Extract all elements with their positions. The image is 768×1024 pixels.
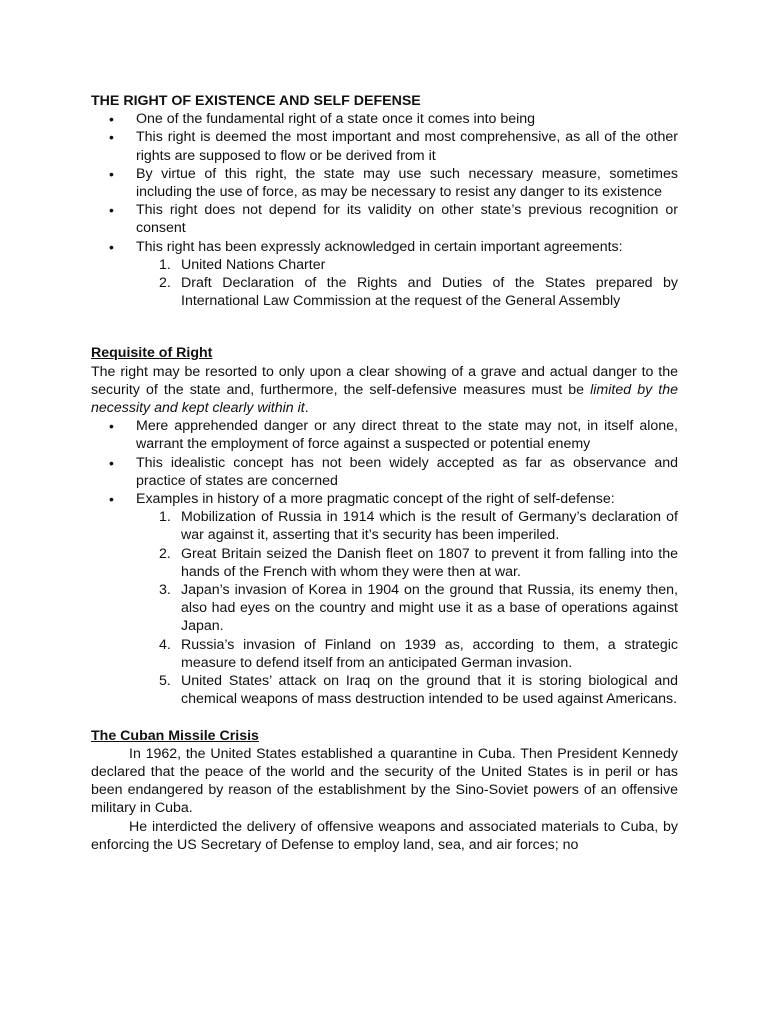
list-item: • By virtue of this right, the state may use such necessary measure, sometimes including the use of force, as may be necessary to resist any danger to its existence — [136, 165, 678, 201]
intro-text: The right may be resorted to only upon a clear showing of a grave and actual danger to the security of the state and, furthermore, the self-defensive measures must be — [91, 363, 678, 398]
item-number: 3. — [159, 582, 171, 599]
numbered-item — [159, 256, 678, 274]
item-text: Russia’s invasion of Finland on 1939 as, according to them, a strategic measure to defend itself from an anticipated German invasion. — [181, 636, 678, 671]
numbered-item — [159, 581, 678, 636]
list-item — [136, 238, 678, 311]
numbered-item — [159, 274, 678, 310]
item-number: 2. — [159, 545, 171, 562]
numbered-item — [159, 636, 678, 672]
list-item: • Mere apprehended danger or any direct threat to the state may not, in itself alone, warrant the employment of force against a suspected or potential enemy — [136, 417, 678, 453]
intro-emphasis: limited by the necessity and kept clearly within it — [91, 381, 679, 417]
item-number: 1. — [159, 509, 171, 526]
list-item-text: Examples in history of a more pragmatic concept of the right of self-defense: — [136, 491, 615, 508]
item-text: Draft Declaration of the Rights and Duties of the States prepared by International Law Commission at the request of the General Assembly — [181, 275, 678, 310]
intro-end: . — [304, 400, 309, 417]
document-page — [91, 92, 678, 854]
item-text: Japan’s invasion of Korea in 1904 on the ground that Russia, its enemy then, also had eyes on the country and might use it as a base of operations against Japan. — [181, 582, 678, 635]
agreements-list — [136, 256, 678, 311]
section-title-cuban: The Cuban Missile Crisis — [91, 727, 259, 744]
list-item: • This right is deemed the most important and most comprehensive, as all of the other rights are supposed to flow or be derived from it — [136, 128, 678, 164]
list-item — [136, 490, 678, 708]
item-text: Great Britain seized the Danish fleet on 1807 to prevent it from falling into the hands of the French with whom they were then at war. — [181, 545, 678, 580]
item-text: United Nations Charter — [181, 256, 326, 273]
item-text: United States’ attack on Iraq on the ground that it is storing biological and chemical weapons of mass destruction intended to be used against Americans. — [181, 673, 678, 708]
examples-list — [136, 508, 678, 708]
item-number: 1. — [159, 256, 171, 273]
section-title-existence: THE RIGHT OF EXISTENCE AND SELF DEFENSE — [91, 93, 421, 109]
numbered-item — [159, 672, 678, 708]
numbered-item — [159, 545, 678, 581]
existence-bullet-list — [91, 110, 678, 310]
list-item: • One of the fundamental right of a state once it comes into being — [136, 110, 678, 128]
item-number: 4. — [159, 636, 171, 653]
numbered-item — [159, 508, 678, 544]
spacer — [91, 709, 678, 727]
list-item: • This idealistic concept has not been widely accepted as far as observance and practice of states are concerned — [136, 454, 678, 490]
list-item: • This right does not depend for its validity on other state’s previous recognition or consent — [136, 201, 678, 237]
item-text: Mobilization of Russia in 1914 which is the result of Germany’s declaration of war against it, asserting that it’s security has been imperiled. — [181, 509, 678, 544]
requisite-bullet-list — [91, 417, 678, 708]
cuban-paragraph-1: In 1962, the United States established a quarantine in Cuba. Then President Kennedy declared that the peace of the world and the security of the United States is in peril or has been endangered by reason of the establishment by the Sino-Soviet powers of an offensive military in Cuba. — [91, 745, 678, 817]
spacer — [91, 310, 678, 344]
requisite-intro — [91, 363, 678, 418]
cuban-paragraph-2: He interdicted the delivery of offensive weapons and associated materials to Cuba, by enforcing the US Secretary of Defense to employ land, sea, and air forces; no — [91, 818, 678, 853]
item-number: 5. — [159, 673, 171, 690]
item-number: 2. — [159, 275, 171, 292]
section-title-requisite: Requisite of Right — [91, 345, 213, 362]
list-item-text: This right has been expressly acknowledged in certain important agreements: — [136, 238, 623, 255]
